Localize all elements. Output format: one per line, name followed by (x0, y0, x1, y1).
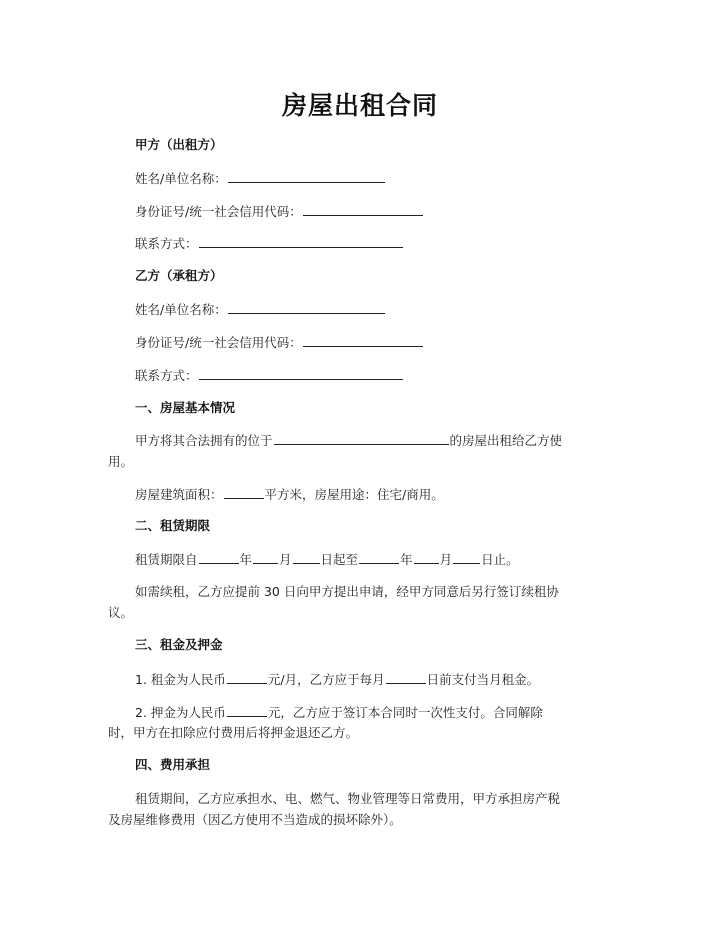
location-blank (274, 432, 449, 445)
text: 月 (279, 552, 292, 567)
text: 的房屋出租给乙方使 (449, 433, 563, 448)
name-blank (228, 301, 385, 314)
contact-blank (199, 235, 403, 248)
section-2-para-1 (135, 551, 519, 568)
text: 月 (439, 552, 453, 567)
section-3-item-2 (135, 704, 543, 721)
section-1-para-1 (135, 432, 562, 449)
party-b-id-line (135, 334, 424, 351)
section-4-para-1: 租赁期间，乙方应承担水、电、燃气、物业管理等日常费用，甲方承担房产税 (135, 791, 561, 806)
section-1-para-1-cont: 用。 (108, 454, 134, 469)
section-1-para-2 (135, 486, 444, 503)
contact-label: 联系方式： (135, 236, 198, 251)
text: 元/月，乙方应于每月 (267, 672, 385, 687)
party-a-id-line (135, 203, 424, 220)
document-title: 房屋出租合同 (281, 91, 438, 120)
text: 元，乙方应于签订本合同时一次性支付。合同解除 (267, 705, 543, 720)
section-3-item-2-cont: 时，甲方在扣除应付费用后将押金退还乙方。 (108, 725, 359, 740)
party-b-name-line (135, 301, 386, 318)
section-4-heading: 四、费用承担 (135, 757, 211, 772)
section-4-para-1-cont: 及房屋维修费用（因乙方使用不当造成的损坏除外）。 (108, 812, 402, 827)
text: 租赁期限自 (135, 552, 198, 567)
deposit-blank (227, 704, 267, 717)
name-blank (228, 170, 385, 183)
text: 2. 押金为人民币 (135, 705, 226, 720)
text: 日起至 (320, 552, 359, 567)
party-a-name-line (135, 170, 386, 187)
text: 年 (239, 552, 253, 567)
id-label: 身份证号/统一社会信用代码： (135, 335, 302, 350)
party-b-heading: 乙方（承租方） (135, 268, 223, 283)
id-blank (303, 203, 423, 216)
section-1-heading: 一、房屋基本情况 (135, 400, 236, 415)
party-a-heading: 甲方（出租方） (135, 137, 223, 152)
text: 甲方将其合法拥有的位于 (135, 433, 273, 448)
year-blank (199, 551, 239, 564)
day-blank (293, 551, 320, 564)
text: 日前支付当月租金。 (426, 672, 540, 687)
year-blank (359, 551, 399, 564)
text: 平方米，房屋用途：住宅/商用。 (264, 487, 444, 502)
id-blank (303, 334, 423, 347)
text: 1. 租金为人民币 (135, 672, 226, 687)
section-3-item-1 (135, 671, 539, 688)
area-blank (224, 486, 264, 499)
name-label: 姓名/单位名称： (135, 171, 227, 186)
party-a-contact-line (135, 235, 404, 252)
contact-blank (199, 367, 403, 380)
pay-day-blank (386, 671, 426, 684)
text: 房屋建筑面积： (135, 487, 223, 502)
id-label: 身份证号/统一社会信用代码： (135, 204, 302, 219)
month-blank (414, 551, 439, 564)
name-label: 姓名/单位名称： (135, 302, 227, 317)
section-2-para-2: 如需续租，乙方应提前 30 日向甲方提出申请，经甲方同意后另行签订续租协 (135, 584, 559, 599)
text: 年 (400, 552, 413, 567)
month-blank (253, 551, 278, 564)
section-2-heading: 二、租赁期限 (135, 518, 211, 533)
rent-blank (227, 671, 267, 684)
section-3-heading: 三、租金及押金 (135, 637, 223, 652)
day-blank (453, 551, 480, 564)
section-2-para-2-cont: 议。 (108, 605, 134, 620)
party-b-contact-line (135, 367, 404, 384)
text: 日止。 (481, 552, 519, 567)
contact-label: 联系方式： (135, 368, 198, 383)
